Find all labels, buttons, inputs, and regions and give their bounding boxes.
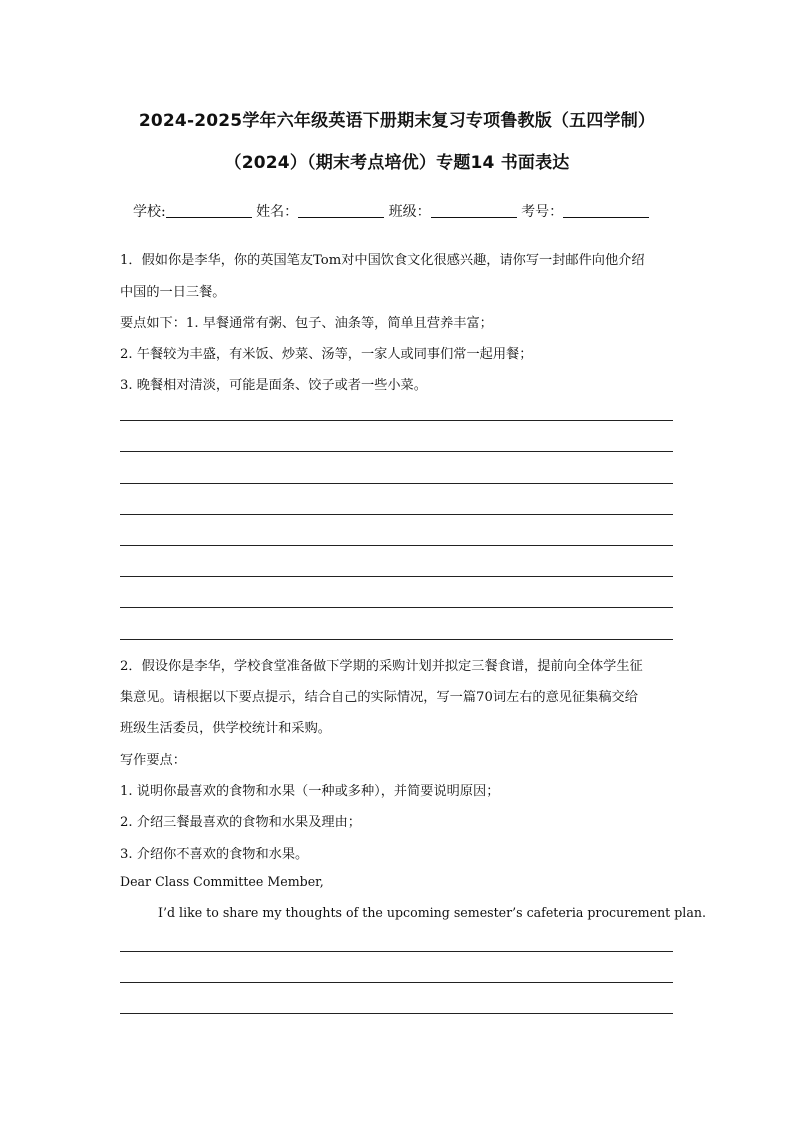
q1-answer-line[interactable] [120,483,673,484]
q1-point-2: 2. 午餐较为丰盛，有米饭、炒菜、汤等，一家人或同事们常一起用餐； [120,347,533,362]
q2-point-1: 1. 说明你最喜欢的食物和水果（一种或多种），并简要说明原因； [120,784,500,799]
school-field[interactable] [166,203,252,218]
q2-points-heading: 写作要点： [120,753,186,768]
q2-prompt-line3: 班级生活委员，供学校统计和采购。 [120,721,331,736]
letter-greeting: Dear Class Committee Member, [120,874,324,889]
q1-point-intro: 要点如下：1. 早餐通常有粥、包子、油条等，简单且营养丰富； [120,316,493,331]
page-title-line1: 2024-2025学年六年级英语下册期末复习专项鲁教版（五四学制） [138,111,656,131]
q2-prompt-line2: 集意见。请根据以下要点提示，结合自己的实际情况，写一篇70词左右的意见征集稿交给 [120,690,638,705]
q1-prompt-line1: 1．假如你是李华，你的英国笔友Tom对中国饮食文化很感兴趣，请你写一封邮件向他介绍 [120,253,645,268]
q1-answer-line[interactable] [120,420,673,421]
q2-point-3: 3. 介绍你不喜欢的食物和水果。 [120,847,309,862]
q1-point-3: 3. 晚餐相对清淡，可能是面条、饺子或者一些小菜。 [120,378,427,393]
name-field[interactable] [298,203,384,218]
q2-point-2: 2. 介绍三餐最喜欢的食物和水果及理由； [120,815,361,830]
q1-answer-line[interactable] [120,639,673,640]
q2-answer-line[interactable] [120,951,673,952]
q1-answer-line[interactable] [120,607,673,608]
q1-answer-line[interactable] [120,514,673,515]
q1-answer-line[interactable] [120,451,673,452]
letter-opening: I’d like to share my thoughts of the upcoming semester’s cafeteria procurement plan. [158,905,706,920]
q2-prompt-line1: 2．假设你是李华，学校食堂准备做下学期的采购计划并拟定三餐食谱，提前向全体学生征 [120,659,643,674]
page-title-line2: （2024）（期末考点培优）专题14 书面表达 [224,153,570,173]
number-field[interactable] [563,203,649,218]
school-label: 学校: [133,204,166,220]
q1-answer-line[interactable] [120,576,673,577]
q1-answer-line[interactable] [120,545,673,546]
class-label: 班级： [388,204,431,220]
student-info-row [133,201,649,221]
number-label: 考号： [521,204,564,220]
class-field[interactable] [431,203,517,218]
q2-answer-line[interactable] [120,1013,673,1014]
name-label: 姓名： [256,204,299,220]
q2-answer-line[interactable] [120,982,673,983]
q1-prompt-line2: 中国的一日三餐。 [120,285,226,300]
